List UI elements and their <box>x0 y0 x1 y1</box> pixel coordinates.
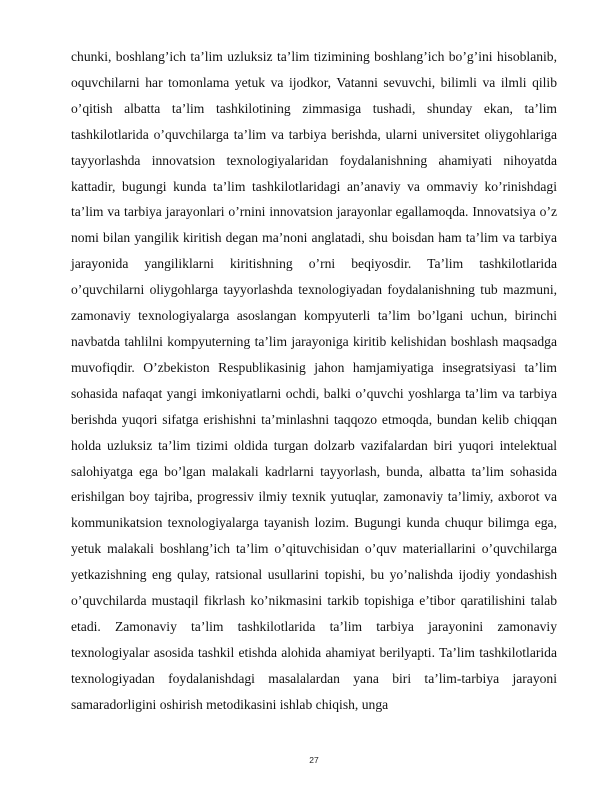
body-paragraph: chunki, boshlang’ich ta’lim uzluksiz ta’lim tizimining boshlang’ich bo’g’ini hisoblanib, oquvchilarni har tomonlama yetuk va ijodkor, Vatanni sevuvchi, bilimli va ilmli qilib o’qitish albatta ta’lim tashkilotining zimmasiga tushadi, shunday ekan, ta’lim tashkilotlarida o’quvchilarga ta’lim va tarbiya berishda, ularni universitet oliygohlariga tayyorlashda innovatsion texnologiyalaridan foydalanishning ahamiyati nihoyatda kattadir, bugungi kunda ta’lim tashkilotlaridagi an’anaviy va ommaviy ko’rinishdagi ta’lim va tarbiya jarayonlari o’rnini innovatsion jarayonlar egallamoqda. Innovatsiya o’z nomi bilan yangilik kiritish degan ma’noni anglatadi, shu boisdan ham ta’lim va tarbiya jarayonida yangiliklarni kiritishning o’rni beqiyosdir. Ta’lim tashkilotlarida o’quvchilarni oliygohlarga tayyorlashda texnologiyadan foydalanishning tub mazmuni, zamonaviy texnologiyalarga asoslangan kompyuterli ta’lim bo’lgani uchun, birinchi navbatda tahlilni kompyuterning ta’lim jarayoniga kiritib kelishidan boshlash maqsadga muvofiqdir. O’zbekiston Respublikasinig jahon hamjamiyatiga insegratsiyasi ta’lim sohasida nafaqat yangi imkoniyatlarni ochdi, balki o’quvchi yoshlarga ta’lim va tarbiya berishda yuqori sifatga erishishni ta’minlashni taqqozo etmoqda, bundan kelib chiqqan holda uzluksiz ta’lim tizimi oldida turgan dolzarb vazifalardan biri yuqori intelektual salohiyatga ega bo’lgan malakali kadrlarni tayyorlash, bunda, albatta ta’lim sohasida erishilgan boy tajriba, progressiv ilmiy texnik yutuqlar, zamonaviy ta’limiy, axborot va kommunikatsion texnologiyalarga tayanish lozim. Bugungi kunda chuqur bilimga ega, yetuk malakali boshlang’ich ta’lim o’qituvchisidan o’quv materiallarini o’quvchilarga yetkazishning eng qulay, ratsional usullarini topishi, bu yo’nalishda ijodiy yondashish o’quvchilarda mustaqil fikrlash ko’nikmasini tarkib topishiga e’tibor qaratilishini talab etadi. Zamonaviy ta’lim tashkilotlarida ta’lim tarbiya jarayonini zamonaviy texnologiyalar asosida tashkil etishda alohida ahamiyat berilyapti. Ta’lim tashkilotlarida texnologiyadan foydalanishdagi masalalardan yana biri ta’lim-tarbiya jarayoni samaradorligini oshirish metodikasini ishlab chiqish, unga <box>71 49 557 712</box>
page-number: 27 <box>309 755 319 765</box>
